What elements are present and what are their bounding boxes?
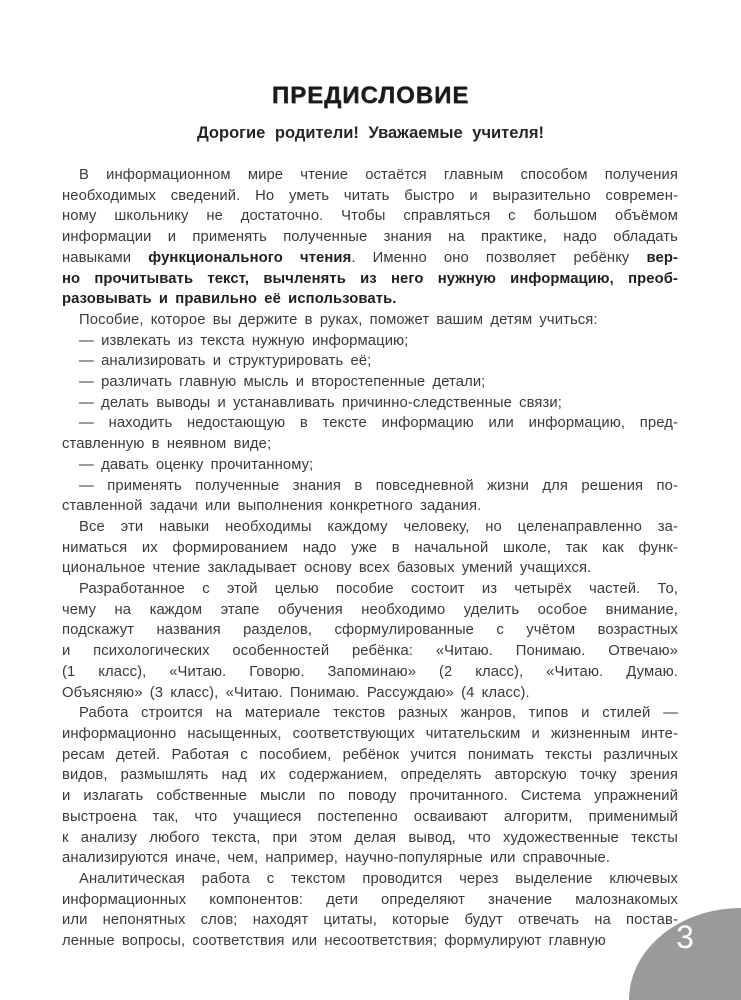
text-line bbox=[62, 186, 678, 207]
text-line bbox=[62, 890, 678, 911]
text-run: В информационном мире чтение остаётся главным способом получения bbox=[79, 167, 678, 183]
text-line bbox=[62, 206, 678, 227]
text-line bbox=[62, 931, 678, 952]
preface-text bbox=[62, 165, 678, 952]
text-line bbox=[62, 455, 678, 476]
text-run: информации и применять полученные знания на практике, надо обладать bbox=[62, 229, 678, 246]
text-run: — находить недостающую в тексте информацию или информацию, пред- bbox=[79, 415, 678, 432]
text-line bbox=[62, 703, 678, 724]
text-line bbox=[62, 724, 678, 745]
paragraph bbox=[62, 393, 678, 414]
text-run: видов, размышлять над их содержанием, определять авторскую точку зрения bbox=[62, 767, 678, 784]
bold-text-run: но прочитывать текст, вычленять из него нужную информацию, преоб- bbox=[62, 270, 678, 287]
text-run: ленные вопросы, соответствия или несоответствия; формулируют главную bbox=[62, 933, 606, 950]
text-run: (1 класс), «Читаю. Говорю. Запоминаю» (2 класс), «Читаю. Думаю. bbox=[62, 663, 678, 680]
text-line bbox=[62, 745, 678, 766]
text-run: и излагать собственные мысли по поводу прочитанного. Система упражнений bbox=[62, 788, 678, 805]
text-run: подскажут названия разделов, сформулированные с учётом возрастных bbox=[62, 622, 678, 639]
paragraph bbox=[62, 165, 678, 310]
text-run: необходимых сведений. Но уметь читать быстро и выразительно современ- bbox=[62, 187, 678, 204]
text-run: . Именно оно позволяет ребёнку bbox=[351, 249, 647, 266]
text-line bbox=[62, 579, 678, 600]
text-line bbox=[62, 496, 678, 517]
text-run: ставленной задачи или выполнения конкретного задания. bbox=[62, 498, 482, 515]
text-line bbox=[62, 393, 678, 414]
text-line bbox=[62, 828, 678, 849]
text-run: — применять полученные знания в повседневной жизни для решения по- bbox=[79, 477, 678, 494]
text-line bbox=[62, 227, 678, 248]
text-run: к анализу любого текста, при этом делая вывод, что художественные тексты bbox=[62, 829, 678, 846]
text-run: — извлекать из текста нужную информацию; bbox=[79, 332, 409, 349]
paragraph bbox=[62, 372, 678, 393]
text-line bbox=[62, 434, 678, 455]
text-run: ниматься их формированием надо уже в начальной школе, так как функ- bbox=[62, 539, 678, 556]
text-run: ставленную в неявном виде; bbox=[62, 436, 272, 453]
text-run: — давать оценку прочитанному; bbox=[79, 456, 314, 473]
text-line bbox=[62, 165, 678, 186]
paragraph bbox=[62, 310, 678, 331]
paragraph bbox=[62, 413, 678, 454]
text-line bbox=[62, 641, 678, 662]
page-title: ПРЕДИСЛОВИЕ bbox=[271, 82, 470, 109]
page-number: 3 bbox=[676, 919, 694, 955]
text-run: циональное чтение закладывает основу всех базовых умений учащихся. bbox=[62, 560, 592, 577]
greeting-heading: Дорогие родители! Уважаемые учителя! bbox=[196, 124, 545, 142]
paragraph bbox=[62, 517, 678, 579]
text-run: — анализировать и структурировать её; bbox=[79, 353, 372, 370]
text-line bbox=[62, 765, 678, 786]
text-line bbox=[62, 413, 678, 434]
text-run: Все эти навыки необходимы каждому человеку, но целенаправленно за- bbox=[79, 518, 678, 535]
bold-text-run: вер- bbox=[646, 249, 679, 266]
text-line bbox=[62, 620, 678, 641]
bold-text-run: функционального чтения bbox=[148, 249, 352, 266]
text-run: Объясняю» (3 класс), «Читаю. Понимаю. Рассуждаю» (4 класс). bbox=[62, 684, 530, 701]
text-run: выстроена так, что учащиеся постепенно осваивают алгоритм, применимый bbox=[62, 808, 678, 825]
text-run: ресам детей. Работая с пособием, ребёнок учится понимать тексты различных bbox=[62, 746, 678, 763]
text-line bbox=[62, 600, 678, 621]
text-line bbox=[62, 372, 678, 393]
text-line bbox=[62, 683, 678, 704]
text-line bbox=[62, 662, 678, 683]
text-line bbox=[62, 331, 678, 352]
text-line bbox=[62, 310, 678, 331]
paragraph bbox=[62, 351, 678, 372]
text-line bbox=[62, 517, 678, 538]
text-line bbox=[62, 807, 678, 828]
page-corner-shape bbox=[629, 908, 741, 1000]
text-run: информационно насыщенных, соответствующих читательским и жизненным инте- bbox=[62, 725, 678, 742]
text-run: чему на каждом этапе обучения необходимо уделить особое внимание, bbox=[62, 601, 678, 618]
text-line bbox=[62, 558, 678, 579]
paragraph bbox=[62, 869, 678, 952]
paragraph bbox=[62, 455, 678, 476]
paragraph bbox=[62, 703, 678, 869]
text-run: Разработанное с этой целью пособие состоит из четырёх частей. То, bbox=[79, 581, 678, 598]
text-line bbox=[62, 269, 678, 290]
paragraph bbox=[62, 476, 678, 517]
text-line bbox=[62, 786, 678, 807]
text-line bbox=[62, 289, 678, 310]
text-run: и психологических особенностей ребёнка: «Читаю. Понимаю. Отвечаю» bbox=[62, 643, 678, 660]
text-run: Работа строится на материале текстов разных жанров, типов и стилей — bbox=[79, 705, 678, 722]
text-run: анализируются иначе, чем, например, научно-популярные или справочные. bbox=[62, 850, 611, 867]
text-run: Пособие, которое вы держите в руках, поможет вашим детям учиться: bbox=[79, 311, 598, 328]
text-run: — различать главную мысль и второстепенные детали; bbox=[79, 374, 486, 391]
text-run: или непонятных слов; находят цитаты, которые будут отвечать на постав- bbox=[62, 912, 678, 929]
text-run: информационных компонентов: дети определяют значение малознакомых bbox=[62, 891, 678, 908]
text-line bbox=[62, 248, 678, 269]
text-line bbox=[62, 538, 678, 559]
text-run: Аналитическая работа с текстом проводится через выделение ключевых bbox=[79, 870, 678, 887]
text-line bbox=[62, 869, 678, 890]
text-line bbox=[62, 476, 678, 497]
text-run: навыками bbox=[62, 249, 149, 266]
bold-text-run: разовывать и правильно её использовать. bbox=[62, 291, 397, 308]
paragraph bbox=[62, 331, 678, 352]
text-line bbox=[62, 351, 678, 372]
text-run: — делать выводы и устанавливать причинно-следственные связи; bbox=[79, 394, 562, 411]
text-line bbox=[62, 910, 678, 931]
text-run: ному школьнику не достаточно. Чтобы справляться с большом объёмом bbox=[62, 208, 678, 225]
paragraph bbox=[62, 579, 678, 703]
text-line bbox=[62, 848, 678, 869]
